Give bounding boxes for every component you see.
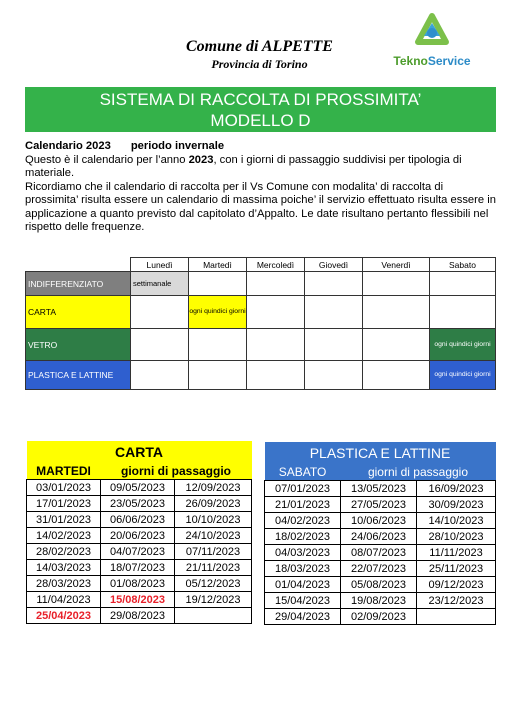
- date-row: [265, 497, 496, 513]
- carta-sub-row: [27, 463, 252, 480]
- date-cell: 20/06/2023: [101, 528, 175, 544]
- empty-cell: [189, 361, 247, 390]
- date-cell: 14/10/2023: [417, 513, 496, 529]
- date-row: [27, 576, 252, 592]
- date-cell: 28/10/2023: [417, 529, 496, 545]
- plastica-sub-row: [265, 464, 496, 481]
- date-cell: 22/07/2023: [341, 561, 417, 577]
- frequency-cell: ogni quindici giorni: [430, 329, 496, 361]
- date-cell: 01/08/2023: [101, 576, 175, 592]
- date-cell: 08/07/2023: [341, 545, 417, 561]
- empty-cell: [363, 272, 430, 296]
- date-row: [27, 512, 252, 528]
- intro-heading-calendar: Calendario 2023: [25, 140, 111, 152]
- logo-text-a: Tekno: [393, 54, 428, 68]
- intro-paragraph-1: [25, 154, 499, 181]
- carta-schedule-table: [26, 441, 252, 624]
- logo-text: [380, 54, 484, 68]
- carta-dates: [27, 480, 252, 624]
- intro-paragraph-2: Ricordiamo che il calendario di raccolta per il Vs Comune con modalita’ di raccolta di prossimita’ risulta essere un calendario di massima poiche’ il servizio effettuato risulta essere in applicazione a quanto previsto dal capitolato d’Appalto. Le date risultano pertanto flessibili nel rispetto delle frequenze.: [25, 180, 496, 233]
- empty-cell: [131, 296, 189, 329]
- day-header: Giovedì: [305, 258, 363, 272]
- date-cell: 14/03/2023: [27, 560, 101, 576]
- date-cell: 07/01/2023: [265, 481, 341, 497]
- logo-text-b: Service: [427, 54, 471, 68]
- carta-title: CARTA: [115, 444, 163, 460]
- row-indifferenziato: [26, 272, 496, 296]
- plastica-day: SABATO: [278, 465, 327, 479]
- title-banner: [25, 87, 496, 132]
- date-cell: 04/03/2023: [265, 545, 341, 561]
- date-row: [265, 577, 496, 593]
- day-header: Mercoledì: [247, 258, 305, 272]
- date-cell: 01/04/2023: [265, 577, 341, 593]
- date-cell: 21/01/2023: [265, 497, 341, 513]
- date-cell: 25/11/2023: [417, 561, 496, 577]
- category-plastica: PLASTICA E LATTINE: [26, 361, 131, 390]
- empty-cell: [131, 329, 189, 361]
- date-row: [265, 609, 496, 625]
- date-row: [27, 528, 252, 544]
- empty-cell: [305, 272, 363, 296]
- banner-line-1: SISTEMA DI RACCOLTA DI PROSSIMITA’: [99, 90, 422, 109]
- empty-cell: [363, 329, 430, 361]
- date-row: [265, 513, 496, 529]
- empty-cell: [247, 329, 305, 361]
- date-cell: 11/11/2023: [417, 545, 496, 561]
- empty-cell: [189, 329, 247, 361]
- date-cell: 10/10/2023: [175, 512, 252, 528]
- date-row: [265, 481, 496, 497]
- date-cell: 04/07/2023: [101, 544, 175, 560]
- date-row: [27, 560, 252, 576]
- date-cell: 07/11/2023: [175, 544, 252, 560]
- date-cell: 26/09/2023: [175, 496, 252, 512]
- date-row: [265, 561, 496, 577]
- date-cell: 21/11/2023: [175, 560, 252, 576]
- carta-subtitle: giorni di passaggio: [120, 464, 231, 478]
- intro-heading: [25, 140, 499, 154]
- intro-p1-b: , con i giorni di passaggio suddivisi per tipologia di materiale.: [25, 153, 462, 179]
- date-cell: 30/09/2023: [417, 497, 496, 513]
- date-cell: 18/03/2023: [265, 561, 341, 577]
- empty-cell: [305, 361, 363, 390]
- intro-heading-period: periodo invernale: [130, 140, 225, 152]
- frequency-cell: ogni quindici giorni: [430, 361, 496, 390]
- date-cell: 05/12/2023: [175, 576, 252, 592]
- date-cell: 04/02/2023: [265, 513, 341, 529]
- date-row: [265, 593, 496, 609]
- plastica-dates: [265, 481, 496, 625]
- carta-title-row: [27, 441, 252, 463]
- date-cell: 16/09/2023: [417, 481, 496, 497]
- day-header: Lunedì: [131, 258, 189, 272]
- frequency-cell: settimanale: [131, 272, 189, 296]
- date-cell: 24/10/2023: [175, 528, 252, 544]
- carta-day: MARTEDI: [36, 464, 91, 478]
- empty-cell: [305, 296, 363, 329]
- date-row: [27, 592, 252, 608]
- date-cell: 29/04/2023: [265, 609, 341, 625]
- date-cell: [175, 608, 252, 624]
- intro-p1-a: Questo è il calendario per l’anno: [25, 153, 189, 166]
- date-cell: 10/06/2023: [341, 513, 417, 529]
- intro-p1-year: 2023: [188, 153, 214, 166]
- date-row: [265, 529, 496, 545]
- weekly-collection-table: [25, 257, 496, 390]
- date-cell: 29/08/2023: [101, 608, 175, 624]
- date-row: [27, 608, 252, 624]
- date-row: [27, 544, 252, 560]
- date-cell: 19/12/2023: [175, 592, 252, 608]
- date-row: [27, 496, 252, 512]
- empty-cell: [430, 272, 496, 296]
- comune-title: Comune di ALPETTE: [186, 38, 333, 55]
- week-header-blank: [26, 258, 131, 272]
- empty-cell: [363, 296, 430, 329]
- date-cell: 24/06/2023: [341, 529, 417, 545]
- frequency-cell: ogni quindici giorni: [189, 296, 247, 329]
- date-cell: 23/12/2023: [417, 593, 496, 609]
- date-cell: 28/03/2023: [27, 576, 101, 592]
- empty-cell: [247, 296, 305, 329]
- empty-cell: [247, 272, 305, 296]
- date-cell: 31/01/2023: [27, 512, 101, 528]
- empty-cell: [189, 272, 247, 296]
- provincia-subtitle: Provincia di Torino: [211, 57, 308, 71]
- category-indifferenziato: INDIFFERENZIATO: [26, 272, 131, 296]
- day-header: Venerdì: [363, 258, 430, 272]
- date-cell: 28/02/2023: [27, 544, 101, 560]
- date-cell: 05/08/2023: [341, 577, 417, 593]
- date-cell: 15/04/2023: [265, 593, 341, 609]
- empty-cell: [247, 361, 305, 390]
- date-cell: 18/07/2023: [101, 560, 175, 576]
- date-cell: 17/01/2023: [27, 496, 101, 512]
- date-cell: 15/08/2023: [101, 592, 175, 608]
- date-cell: 27/05/2023: [341, 497, 417, 513]
- plastica-subtitle: giorni di passaggio: [367, 465, 469, 479]
- row-plastica: [26, 361, 496, 390]
- date-cell: 14/02/2023: [27, 528, 101, 544]
- date-cell: 09/12/2023: [417, 577, 496, 593]
- date-cell: 12/09/2023: [175, 480, 252, 496]
- empty-cell: [430, 296, 496, 329]
- plastica-title: PLASTICA E LATTINE: [309, 445, 451, 461]
- banner-line-2: MODELLO D: [210, 111, 311, 130]
- empty-cell: [131, 361, 189, 390]
- date-cell: [417, 609, 496, 625]
- row-carta: [26, 296, 496, 329]
- date-cell: 06/06/2023: [101, 512, 175, 528]
- category-vetro: VETRO: [26, 329, 131, 361]
- plastica-title-row: [265, 442, 496, 464]
- row-vetro: [26, 329, 496, 361]
- date-cell: 03/01/2023: [27, 480, 101, 496]
- date-cell: 02/09/2023: [341, 609, 417, 625]
- intro-text: [25, 140, 499, 235]
- date-cell: 11/04/2023: [27, 592, 101, 608]
- category-carta: CARTA: [26, 296, 131, 329]
- date-row: [265, 545, 496, 561]
- date-cell: 18/02/2023: [265, 529, 341, 545]
- plastica-schedule-table: [264, 442, 496, 625]
- date-row: [27, 480, 252, 496]
- date-cell: 09/05/2023: [101, 480, 175, 496]
- empty-cell: [363, 361, 430, 390]
- date-cell: 23/05/2023: [101, 496, 175, 512]
- week-header-row: [26, 258, 496, 272]
- date-cell: 13/05/2023: [341, 481, 417, 497]
- date-cell: 19/08/2023: [341, 593, 417, 609]
- date-cell: 25/04/2023: [27, 608, 101, 624]
- empty-cell: [305, 329, 363, 361]
- day-header: Martedì: [189, 258, 247, 272]
- day-header: Sabato: [430, 258, 496, 272]
